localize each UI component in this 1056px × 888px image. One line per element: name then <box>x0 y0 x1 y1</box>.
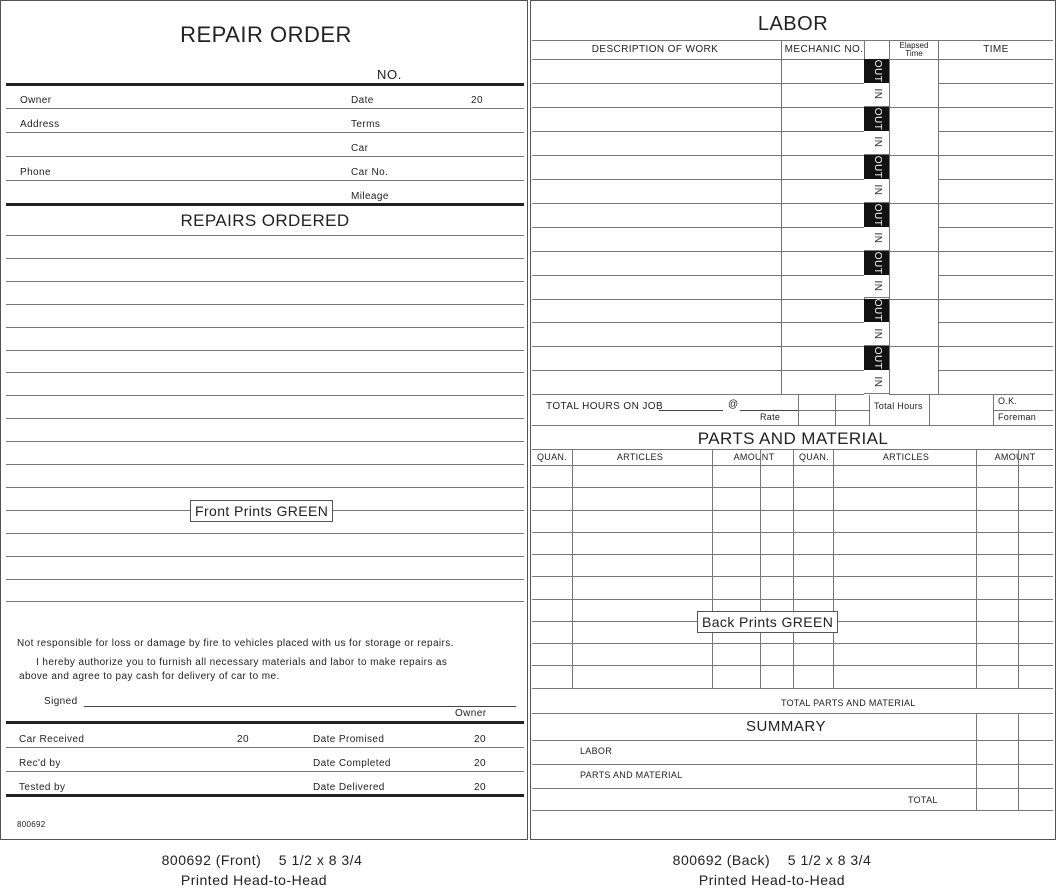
ok-split-line <box>993 410 1053 411</box>
out-label: OUT <box>871 107 883 131</box>
repair-line[interactable] <box>6 395 524 396</box>
field-label-left: Owner <box>20 95 52 106</box>
field-label-left: Address <box>20 119 60 130</box>
in-label: IN <box>871 136 883 148</box>
labor-row-line-right <box>938 83 1053 84</box>
labor-row-line-left <box>532 251 864 252</box>
parts-heading: PARTS AND MATERIAL <box>697 429 889 448</box>
parts-row-line[interactable] <box>532 688 1053 689</box>
col-description: DESCRIPTION OF WORK <box>591 44 719 55</box>
foreman-label: Foreman <box>998 412 1037 422</box>
summary-heading: SUMMARY <box>746 718 826 735</box>
summary-parts-label: PARTS AND MATERIAL <box>580 770 683 780</box>
front-caption-line-1: 800692 (Front) 5 1/2 x 8 3/4 <box>161 852 363 868</box>
labor-col-divider <box>889 40 890 394</box>
repair-line[interactable] <box>6 235 524 236</box>
ok-label: O.K. <box>998 396 1018 406</box>
repairs-heading: REPAIRS ORDERED <box>180 211 350 230</box>
in-label: IN <box>871 88 883 100</box>
order-number-label: NO. <box>377 67 402 82</box>
out-cell <box>864 299 889 323</box>
back-caption-line-2: Printed Head-to-Head <box>698 872 846 888</box>
labor-row-line-left <box>532 179 864 180</box>
parts-col-divider <box>712 449 713 688</box>
field-line[interactable] <box>6 132 524 133</box>
elapsed-pair-line <box>889 346 938 347</box>
labor-row-line-right <box>938 179 1053 180</box>
labor-row-line-left <box>532 275 864 276</box>
labor-row-line-left <box>532 131 864 132</box>
rate-blank[interactable] <box>740 410 798 411</box>
in-label: IN <box>871 280 883 292</box>
field-label-right: Car No. <box>351 167 389 178</box>
field-line[interactable] <box>6 156 524 157</box>
elapsed-pair-line <box>889 251 938 252</box>
front-caption-line-2: Printed Head-to-Head <box>180 872 328 888</box>
front-watermark: Front Prints GREEN <box>190 500 333 522</box>
repair-line[interactable] <box>6 327 524 328</box>
labor-col-divider <box>781 40 782 394</box>
parts-col-articles-left: ARTICLES <box>616 452 664 462</box>
back-watermark: Back Prints GREEN <box>697 611 838 633</box>
bottom-year: 20 <box>474 734 486 745</box>
in-cell <box>864 227 889 251</box>
elapsed-pair-line <box>889 299 938 300</box>
in-cell <box>864 131 889 155</box>
col-elapsed-2: Time <box>905 49 923 58</box>
labor-row-line-left <box>532 346 864 347</box>
parts-col-articles-right: ARTICLES <box>882 452 930 462</box>
repair-line[interactable] <box>6 487 524 488</box>
labor-row-line-right <box>938 346 1053 347</box>
field-label-right: Terms <box>351 119 381 130</box>
elapsed-pair-line <box>889 107 938 108</box>
labor-row-line-left <box>532 370 864 371</box>
parts-col-amount-right: AMOUNT <box>994 452 1036 462</box>
out-cell <box>864 155 889 179</box>
out-label: OUT <box>871 59 883 83</box>
parts-col-amount-left: AMOUNT <box>733 452 775 462</box>
repair-line[interactable] <box>6 350 524 351</box>
out-label: OUT <box>871 347 883 370</box>
labor-col-divider <box>938 40 939 394</box>
in-label: IN <box>871 184 883 196</box>
in-cell <box>864 83 889 107</box>
totals-mid-line <box>798 410 870 411</box>
back-caption-line-1: 800692 (Back) 5 1/2 x 8 3/4 <box>672 852 872 868</box>
in-label: IN <box>871 232 883 244</box>
elapsed-pair-line <box>889 394 938 395</box>
total-hours-blank[interactable] <box>659 410 723 411</box>
labor-header-bottom <box>532 59 1053 60</box>
signed-label: Signed <box>44 696 78 707</box>
labor-row-line-right <box>938 299 1053 300</box>
repair-line[interactable] <box>6 601 524 602</box>
field-line[interactable] <box>6 108 524 109</box>
parts-col-divider <box>793 449 794 688</box>
front-title: REPAIR ORDER <box>180 22 352 47</box>
out-cell <box>864 346 889 370</box>
out-label: OUT <box>871 251 883 274</box>
authorization-line-2: above and agree to pay cash for delivery of car to me. <box>19 671 280 682</box>
labor-row-line-right <box>938 251 1053 252</box>
totals-divider <box>993 395 994 425</box>
repair-line[interactable] <box>6 281 524 282</box>
out-cell <box>864 59 889 83</box>
labor-title: LABOR <box>757 13 829 35</box>
totals-divider <box>929 395 930 425</box>
total-parts-line <box>532 713 1053 714</box>
labor-row-line-right <box>938 227 1053 228</box>
summary-labor-label: LABOR <box>580 746 613 756</box>
bottom-label-right: Date Delivered <box>313 782 385 793</box>
out-label: OUT <box>871 203 883 226</box>
summary-row-line[interactable] <box>532 788 1053 789</box>
owner-caption: Owner <box>455 708 487 719</box>
in-label: IN <box>871 328 883 340</box>
labor-row-line-right <box>938 203 1053 204</box>
repair-line[interactable] <box>6 372 524 373</box>
repair-line[interactable] <box>6 556 524 557</box>
labor-row-line-left <box>532 83 864 84</box>
in-label: IN <box>871 376 883 388</box>
out-label: OUT <box>871 299 883 322</box>
summary-col-divider <box>1018 713 1019 810</box>
out-cell <box>864 251 889 275</box>
repair-line[interactable] <box>6 418 524 419</box>
col-time: TIME <box>983 44 1009 55</box>
labor-row-line-left <box>532 322 864 323</box>
field-label-right: Date <box>351 95 374 106</box>
elapsed-pair-line <box>889 203 938 204</box>
labor-row-line-right <box>938 394 1053 395</box>
labor-row-line-left <box>532 203 864 204</box>
labor-row-line-right <box>938 275 1053 276</box>
totals-bottom-line <box>532 425 1053 426</box>
repair-line[interactable] <box>6 304 524 305</box>
form-number: 800692 <box>17 820 46 829</box>
bottom-label-left: Tested by <box>19 782 66 793</box>
parts-col-quan-left: QUAN. <box>536 452 568 462</box>
bottom-label-right: Date Promised <box>313 734 385 745</box>
repair-line[interactable] <box>6 579 524 580</box>
summary-row-line[interactable] <box>532 740 1053 741</box>
summary-row-line[interactable] <box>532 764 1053 765</box>
totals-divider <box>835 395 836 425</box>
authorization-line-1: I hereby authorize you to furnish all necessary materials and labor to make repairs as <box>36 657 448 668</box>
header-rule <box>6 83 524 86</box>
signature-line[interactable] <box>84 706 516 707</box>
bottom-line[interactable] <box>6 771 524 772</box>
totals-divider <box>798 395 799 425</box>
field-line[interactable] <box>6 180 524 181</box>
labor-row-line-left <box>532 155 864 156</box>
labor-row-line-right <box>938 370 1053 371</box>
summary-total-label: TOTAL <box>908 795 938 805</box>
total-parts-label: TOTAL PARTS AND MATERIAL <box>781 698 916 708</box>
in-cell <box>864 275 889 299</box>
parts-col-quan-right: QUAN. <box>798 452 830 462</box>
labor-row-line-left <box>532 394 864 395</box>
field-label-right: Mileage <box>351 191 389 202</box>
bottom-year: 20 <box>474 758 486 769</box>
summary-col-divider <box>976 713 977 810</box>
summary-bottom-line <box>532 810 1053 811</box>
elapsed-pair-line <box>889 155 938 156</box>
repair-line[interactable] <box>6 464 524 465</box>
total-hours-label: TOTAL HOURS ON JOB <box>546 401 664 412</box>
out-cell <box>864 107 889 131</box>
at-sign: @ <box>728 399 739 410</box>
totals-divider <box>869 395 870 425</box>
date-year: 20 <box>471 95 483 106</box>
labor-row-line-left <box>532 227 864 228</box>
labor-row-line-right <box>938 107 1053 108</box>
parts-col-divider <box>833 449 834 688</box>
col-mechanic: MECHANIC NO. <box>784 44 864 55</box>
parts-col-divider <box>976 449 977 688</box>
out-cell <box>864 203 889 227</box>
in-cell <box>864 370 889 394</box>
bottom-label-left: Car Received <box>19 734 85 745</box>
bottom-label-left: Rec'd by <box>19 758 61 769</box>
labor-row-line-left <box>532 107 864 108</box>
back-panel <box>530 0 1056 840</box>
in-cell <box>864 322 889 346</box>
labor-row-line-right <box>938 322 1053 323</box>
labor-row-line-right <box>938 155 1053 156</box>
bottom-top-rule <box>6 721 524 724</box>
labor-row-line-left <box>532 299 864 300</box>
repair-line[interactable] <box>6 533 524 534</box>
out-label: OUT <box>871 155 883 179</box>
in-cell <box>864 179 889 203</box>
parts-col-divider <box>572 449 573 688</box>
bottom-line[interactable] <box>6 747 524 748</box>
field-label-left: Phone <box>20 167 51 178</box>
total-hours-box-label: Total Hours <box>874 401 923 411</box>
front-panel <box>0 0 528 840</box>
repair-line[interactable] <box>6 441 524 442</box>
rate-label: Rate <box>760 412 781 422</box>
disclaimer-text: Not responsible for loss or damage by fire to vehicles placed with us for storage or repairs. <box>17 638 454 649</box>
bottom-label-right: Date Completed <box>313 758 391 769</box>
repair-line[interactable] <box>6 258 524 259</box>
field-label-right: Car <box>351 143 369 154</box>
bottom-bottom-rule <box>6 794 524 797</box>
parts-col-divider <box>760 449 761 688</box>
parts-col-divider <box>1018 449 1019 688</box>
car-received-year: 20 <box>237 734 249 745</box>
labor-header-top <box>532 40 1053 41</box>
labor-row-line-right <box>938 131 1053 132</box>
col-elapsed-1: Elapsed <box>899 41 929 50</box>
repairs-rule <box>6 203 524 206</box>
bottom-year: 20 <box>474 782 486 793</box>
